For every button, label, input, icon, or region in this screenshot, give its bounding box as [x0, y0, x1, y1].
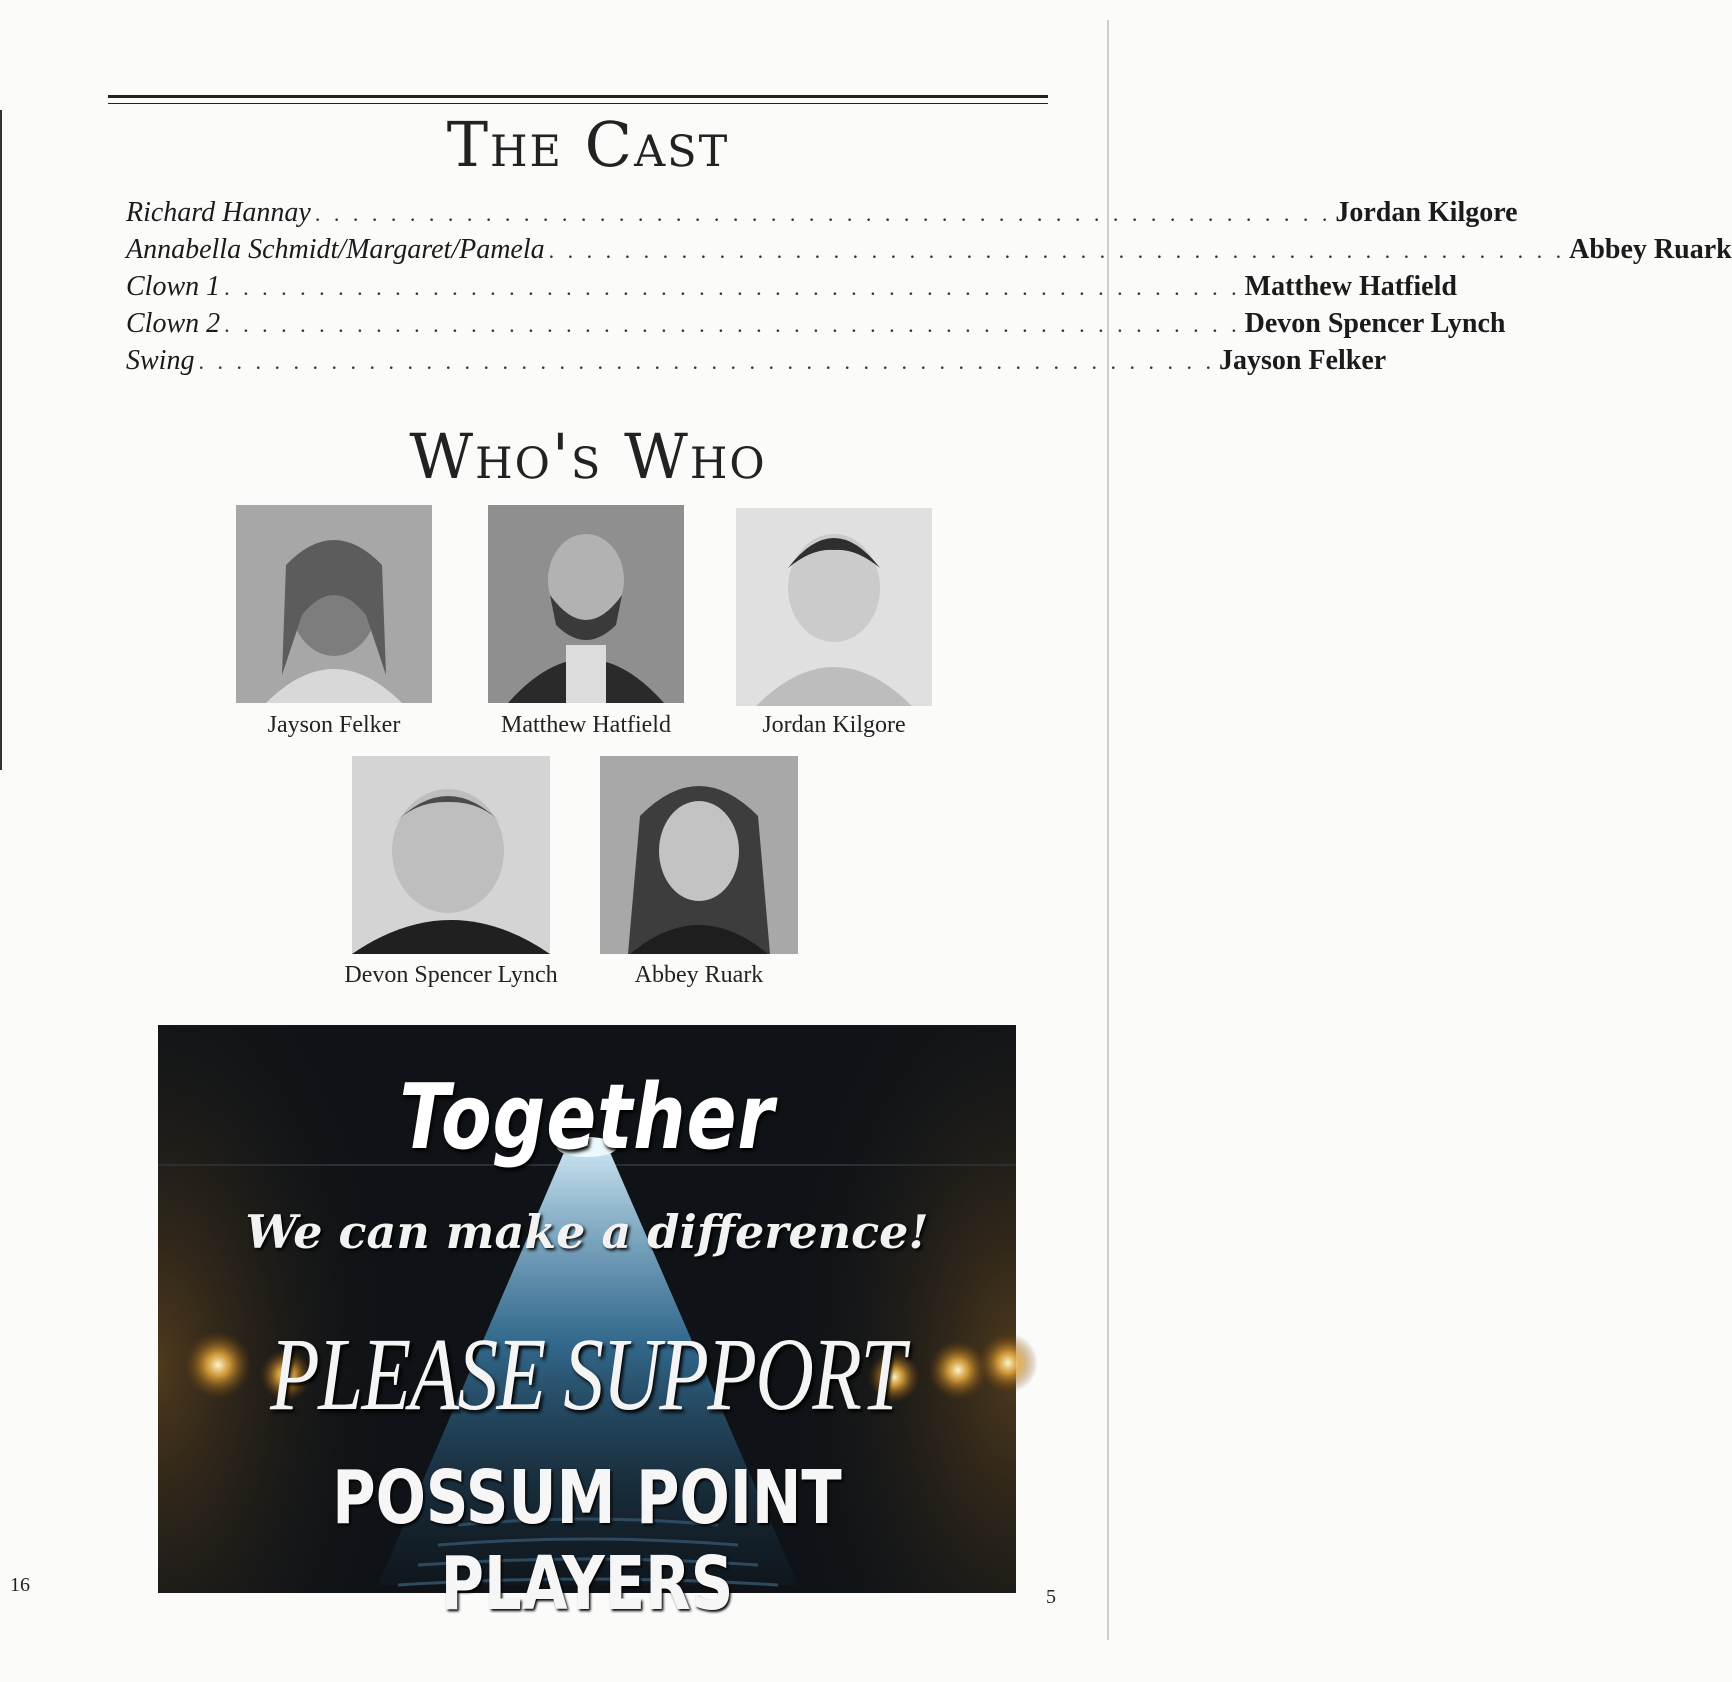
header-rule-thick: [108, 95, 1048, 98]
headshot-photo: [600, 756, 798, 954]
headshot-caption: Matthew Hatfield: [501, 712, 671, 738]
cast-row: [126, 231, 1732, 268]
cast-actor: Devon Spencer Lynch: [1244, 308, 1506, 339]
cast-role: Swing: [126, 345, 195, 376]
whos-who-title: Who's Who: [409, 420, 767, 493]
banner-please-support: PLEASE SUPPORT: [270, 1317, 904, 1432]
banner-difference: We can make a difference!: [245, 1205, 929, 1259]
cast-list: [126, 194, 1732, 379]
cast-role: Clown 1: [126, 271, 221, 302]
headshot-caption: Jayson Felker: [267, 712, 401, 738]
leader-dots: . . . . . . . . . . . . . . . . . . . . . . . . . . . . . . . . . . . . . . . . . . . . . . . . . . . . . .: [224, 312, 1241, 337]
leader-dots: . . . . . . . . . . . . . . . . . . . . . . . . . . . . . . . . . . . . . . . . . . . . . . . . . . . . . .: [224, 275, 1241, 300]
headshot-photo: [236, 505, 432, 703]
cast-actor: Jordan Kilgore: [1335, 197, 1518, 228]
headshot-photo: [736, 508, 932, 706]
cast-title: The Cast: [446, 108, 730, 181]
cast-role: Annabella Schmidt/Margaret/Pamela: [126, 234, 545, 265]
headshot-caption: Jordan Kilgore: [762, 712, 906, 738]
cast-actor: Matthew Hatfield: [1244, 271, 1457, 302]
headshot-photo: [488, 505, 684, 703]
leader-dots: . . . . . . . . . . . . . . . . . . . . . . . . . . . . . . . . . . . . . . . . . . . . . . . . . . . . . .: [198, 349, 1215, 374]
page-edge-shadow: [0, 110, 2, 770]
cast-role: Clown 2: [126, 308, 221, 339]
header-rule-thin: [108, 103, 1048, 104]
cast-row: [126, 342, 1387, 379]
cast-actor: Jayson Felker: [1218, 345, 1387, 376]
leader-dots: . . . . . . . . . . . . . . . . . . . . . . . . . . . . . . . . . . . . . . . . . . . . . . . . . . . . . .: [548, 238, 1566, 263]
leader-dots: . . . . . . . . . . . . . . . . . . . . . . . . . . . . . . . . . . . . . . . . . . . . . . . . . . . . . .: [314, 201, 1332, 226]
headshot-photo: [352, 756, 550, 954]
banner-together: Together: [399, 1065, 775, 1170]
cast-row: [126, 194, 1518, 231]
headshot-caption: Devon Spencer Lynch: [344, 962, 558, 988]
cast-role: Richard Hannay: [126, 197, 311, 228]
page-number-left: 16: [10, 1574, 30, 1596]
headshot-caption: Abbey Ruark: [634, 962, 764, 988]
support-banner: [158, 1025, 1016, 1627]
banner-possum-point-players: POSSUM POINT PLAYERS: [332, 1455, 842, 1627]
cast-actor: Abbey Ruark: [1569, 234, 1732, 265]
page-number-right: 5: [1046, 1586, 1056, 1608]
cast-row: [126, 305, 1506, 342]
cast-row: [126, 268, 1457, 305]
